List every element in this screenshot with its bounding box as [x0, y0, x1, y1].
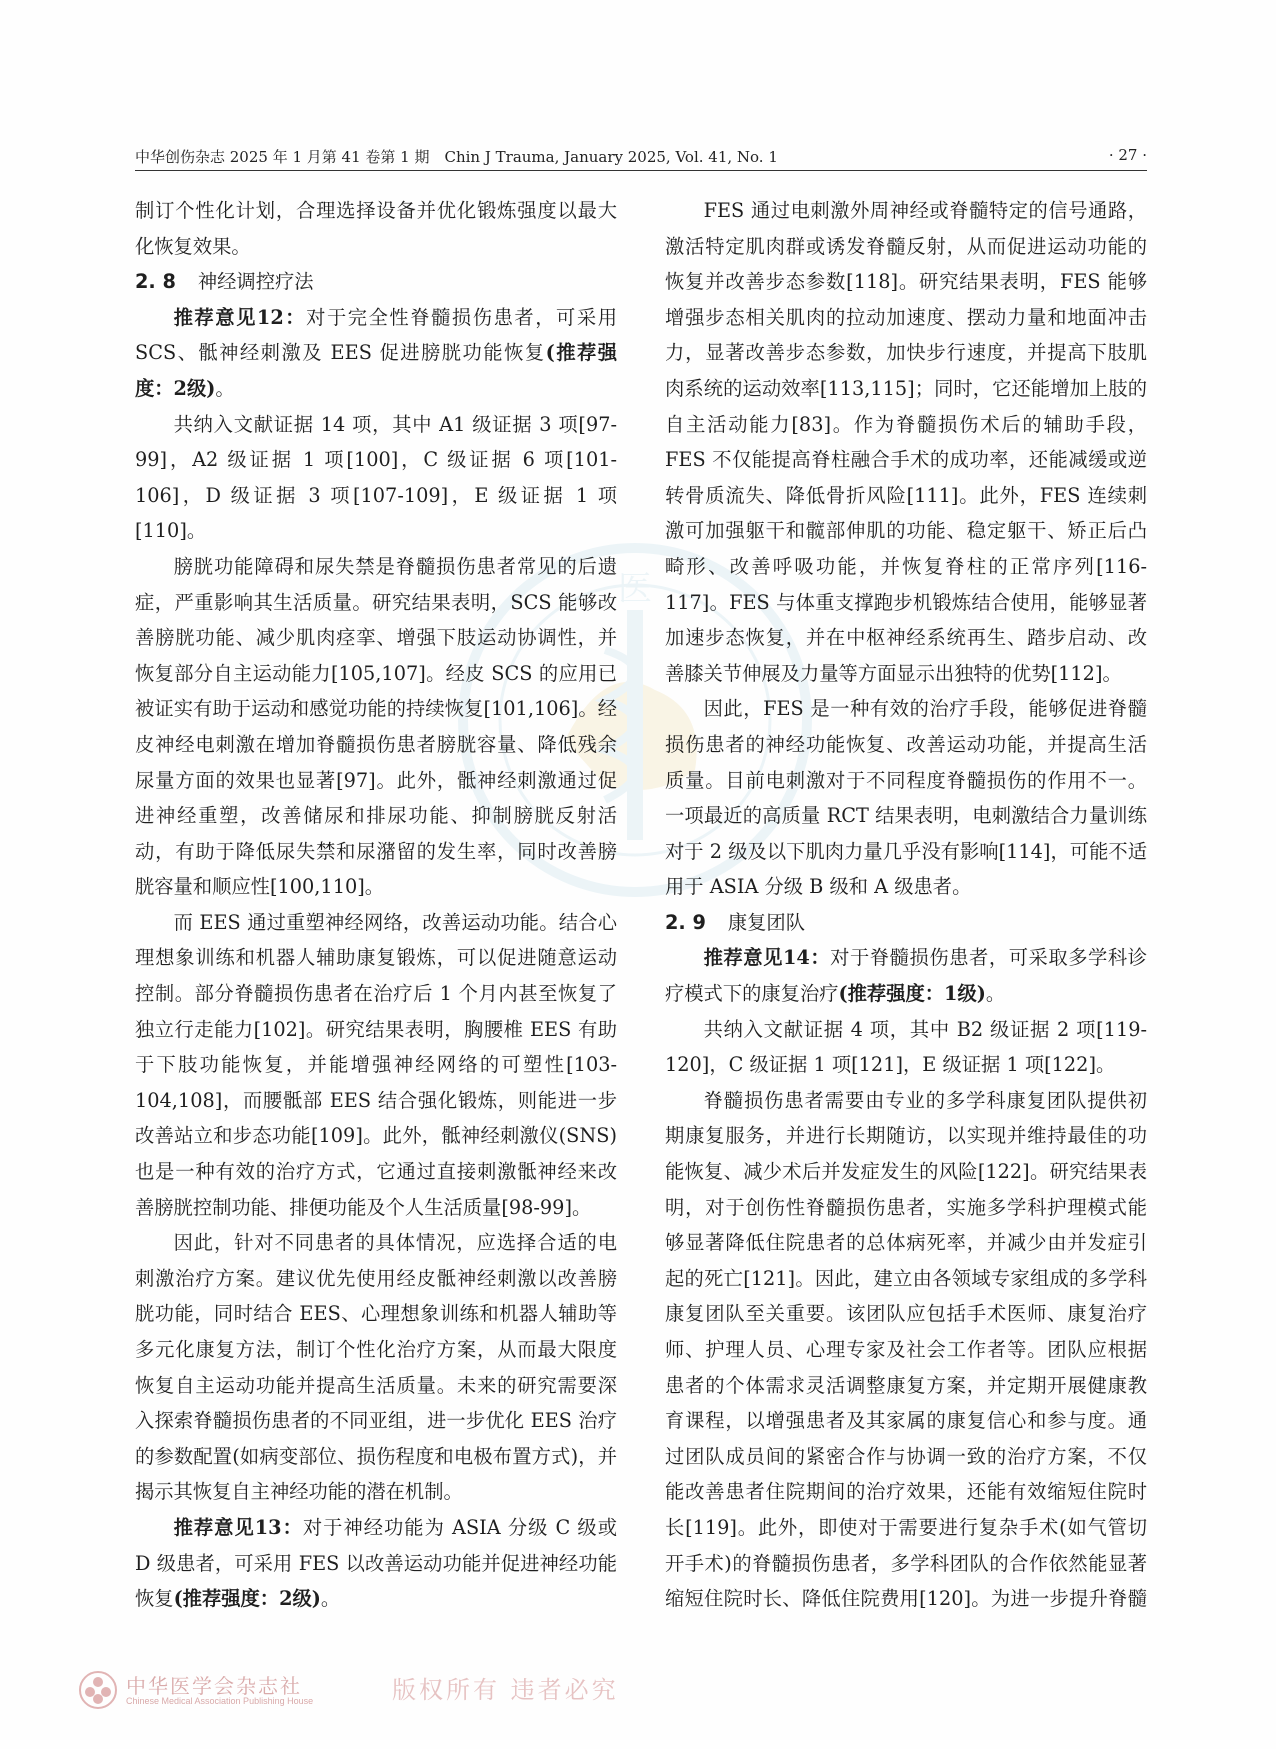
journal-citation: 中华创伤杂志 2025 年 1 月第 41 卷第 1 期 Chin J Trauma, January 2025, Vol. 41, No. 1	[135, 148, 778, 166]
left-column	[135, 193, 617, 1613]
publisher-emblem-icon	[78, 1670, 118, 1710]
body-paragraph: FES 通过电刺激外周神经或脊髓特定的信号通路，激活特定肌肉群或诱发脊髓反射，从而促进运动功能的恢复并改善步态参数[118]。研究结果表明，FES 能够增强步态相关肌肉的拉动加速度、摆动力量和地面冲击力，显著改善步态参数，加快步行速度，并提高下肢肌肉系统的运动效率[113,115]；同时，它还能增加上肢的自主活动能力[83]。作为脊髓损伤术后的辅助手段，FES 不仅能提高脊柱融合手术的成功率，还能减缓或逆转骨质流失、降低骨折风险[111]。此外，FES 连续刺激可加强躯干和髋部伸肌的功能、稳定躯干、矫正后凸畸形、改善呼吸功能，并恢复脊柱的正常序列[116-117]。FES 与体重支撑跑步机锻炼结合使用，能够显著加速步态恢复，并在中枢神经系统再生、踏步启动、改善膝关节伸展及力量等方面显示出独特的优势[112]。	[665, 199, 1147, 685]
running-header	[135, 146, 1147, 168]
evidence-summary-14: 共纳入文献证据 4 项，其中 B2 级证据 2 项[119-120]，C 级证据 1 项[121]，E 级证据 1 项[122]。	[665, 1017, 1147, 1077]
publisher-name-english: Chinese Medical Association Publishing House	[126, 1696, 314, 1706]
section-title: 神经调控疗法	[197, 270, 314, 294]
recommendation-strength: (推荐强度：2级)	[173, 1587, 321, 1611]
recommendation-strength: (推荐强度：1级)	[838, 982, 986, 1006]
svg-text:医: 医	[618, 569, 652, 609]
recommendation-label: 推荐意见12：	[173, 305, 307, 329]
recommendation-text: 对于脊髓损伤患者，可采取多学科诊疗模式下的康复治疗	[665, 946, 1147, 1006]
section-number: 2. 8	[135, 270, 176, 294]
publisher-name: 中华医学会杂志社	[126, 1674, 302, 1698]
body-paragraph: 因此，针对不同患者的具体情况，应选择合适的电刺激治疗方案。建议优先使用经皮骶神经刺激以改善膀胱功能，同时结合 EES、心理想象训练和机器人辅助等多元化康复方法，制订个性化治疗方案，从而最大限度恢复自主运动功能并提高生活质量。未来的研究需要深入探索脊髓损伤患者的不同亚组，进一步优化 EES 治疗的参数配置(如病变部位、损伤程度和电极布置方式)，并揭示其恢复自主神经功能的潜在机制。	[135, 1231, 617, 1504]
body-paragraph: 因此，FES 是一种有效的治疗手段，能够促进脊髓损伤患者的神经功能恢复、改善运动功能，并提高生活质量。目前电刺激对于不同程度脊髓损伤的作用不一。一项最近的高质量 RCT 结果表明，电刺激结合力量训练对于 2 级及以下肌肉力量几乎没有影响[114]，可能不适用于 ASIA 分级 B 级和 A 级患者。	[665, 697, 1147, 899]
section-heading-2-9	[665, 905, 1147, 941]
copyright-slogan: 版权所有 违者必究	[392, 1676, 619, 1704]
recommendation-13: 推荐意见13：对于神经功能为 ASIA 分级 C 级或 D 级患者，可采用 FES 以改善运动功能并促进神经功能恢复(推荐强度：2级)。	[135, 1515, 617, 1611]
right-column	[665, 193, 1147, 1613]
evidence-summary-12: 共纳入文献证据 14 项，其中 A1 级证据 3 项[97-99]，A2 级证据 1 项[100]，C 级证据 6 项[101-106]，D 级证据 3 项[107-109]，E 级证据 1 项[110]。	[135, 412, 617, 543]
section-number: 2. 9	[665, 910, 706, 934]
recommendation-label: 推荐意见14：	[703, 946, 831, 970]
header-rule	[135, 170, 1147, 171]
section-title: 康复团队	[727, 910, 805, 934]
recommendation-14: 推荐意见14：对于脊髓损伤患者，可采取多学科诊疗模式下的康复治疗(推荐强度：1级)。	[665, 946, 1147, 1006]
recommendation-label: 推荐意见13：	[173, 1515, 303, 1539]
body-paragraph: 脊髓损伤患者需要由专业的多学科康复团队提供初期康复服务，并进行长期随访，以实现并维持最佳的功能恢复、减少术后并发症发生的风险[122]。研究结果表明，对于创伤性脊髓损伤患者，实施多学科护理模式能够显著降低住院患者的总体病死率，并减少由并发症引起的死亡[121]。因此，建立由各领域专家组成的多学科康复团队至关重要。该团队应包括手术医师、康复治疗师、护理人员、心理专家及社会工作者等。团队应根据患者的个体需求灵活调整康复方案，并定期开展健康教育课程，以增强患者及其家属的康复信心和参与度。通过团队成员间的紧密合作与协调一致的治疗方案，不仅能改善患者住院期间的治疗效果，还能有效缩短住院时长[119]。此外，即使对于需要进行复杂手术(如气管切开手术)的脊髓损伤患者，多学科团队的合作依然能显著缩短住院时长、降低住院费用[120]。为进一步提升脊髓	[665, 1088, 1147, 1611]
recommendation-12: 推荐意见12：对于完全性脊髓损伤患者，可采用 SCS、骶神经刺激及 EES 促进膀胱功能恢复(推荐强度：2级)。	[135, 305, 617, 400]
recommendation-strength: (推荐强度：2级)	[135, 341, 617, 400]
page-number: · 27 ·	[1108, 146, 1147, 164]
body-paragraph: 而 EES 通过重塑神经网络，改善运动功能。结合心理想象训练和机器人辅助康复锻炼，可以促进随意运动控制。部分脊髓损伤患者在治疗后 1 个月内甚至恢复了独立行走能力[102]。研究结果表明，胸腰椎 EES 有助于下肢功能恢复，并能增强神经网络的可塑性[103-104,108]，而腰骶部 EES 结合强化锻炼，则能进一步改善站立和步态功能[109]。此外，骶神经刺激仪(SNS)也是一种有效的治疗方式，它通过直接刺激骶神经来改善膀胱控制功能、排便功能及个人生活质量[98-99]。	[135, 910, 617, 1219]
publisher-footer	[74, 1668, 619, 1716]
recommendation-text: 对于完全性脊髓损伤患者，可采用 SCS、骶神经刺激及 EES 促进膀胱功能恢复	[135, 305, 617, 365]
section-heading-2-8	[135, 264, 617, 300]
continued-paragraph: 制订个性化计划，合理选择设备并优化锻炼强度以最大化恢复效果。	[135, 199, 617, 258]
recommendation-text: 对于神经功能为 ASIA 分级 C 级或 D 级患者，可采用 FES 以改善运动功能并促进神经功能恢复	[135, 1515, 617, 1611]
body-paragraph: 膀胱功能障碍和尿失禁是脊髓损伤患者常见的后遗症，严重影响其生活质量。研究结果表明，SCS 能够改善膀胱功能、减少肌肉痉挛、增强下肢运动协调性，并恢复部分自主运动能力[105,107]。经皮 SCS 的应用已被证实有助于运动和感觉功能的持续恢复[101,106]。经皮神经电刺激在增加脊髓损伤患者膀胱容量、降低残余尿量方面的效果也显著[97]。此外，骶神经刺激通过促进神经重塑，改善储尿和排尿功能、抑制膀胱反射活动，有助于降低尿失禁和尿潴留的发生率，同时改善膀胱容量和顺应性[100,110]。	[135, 554, 617, 899]
